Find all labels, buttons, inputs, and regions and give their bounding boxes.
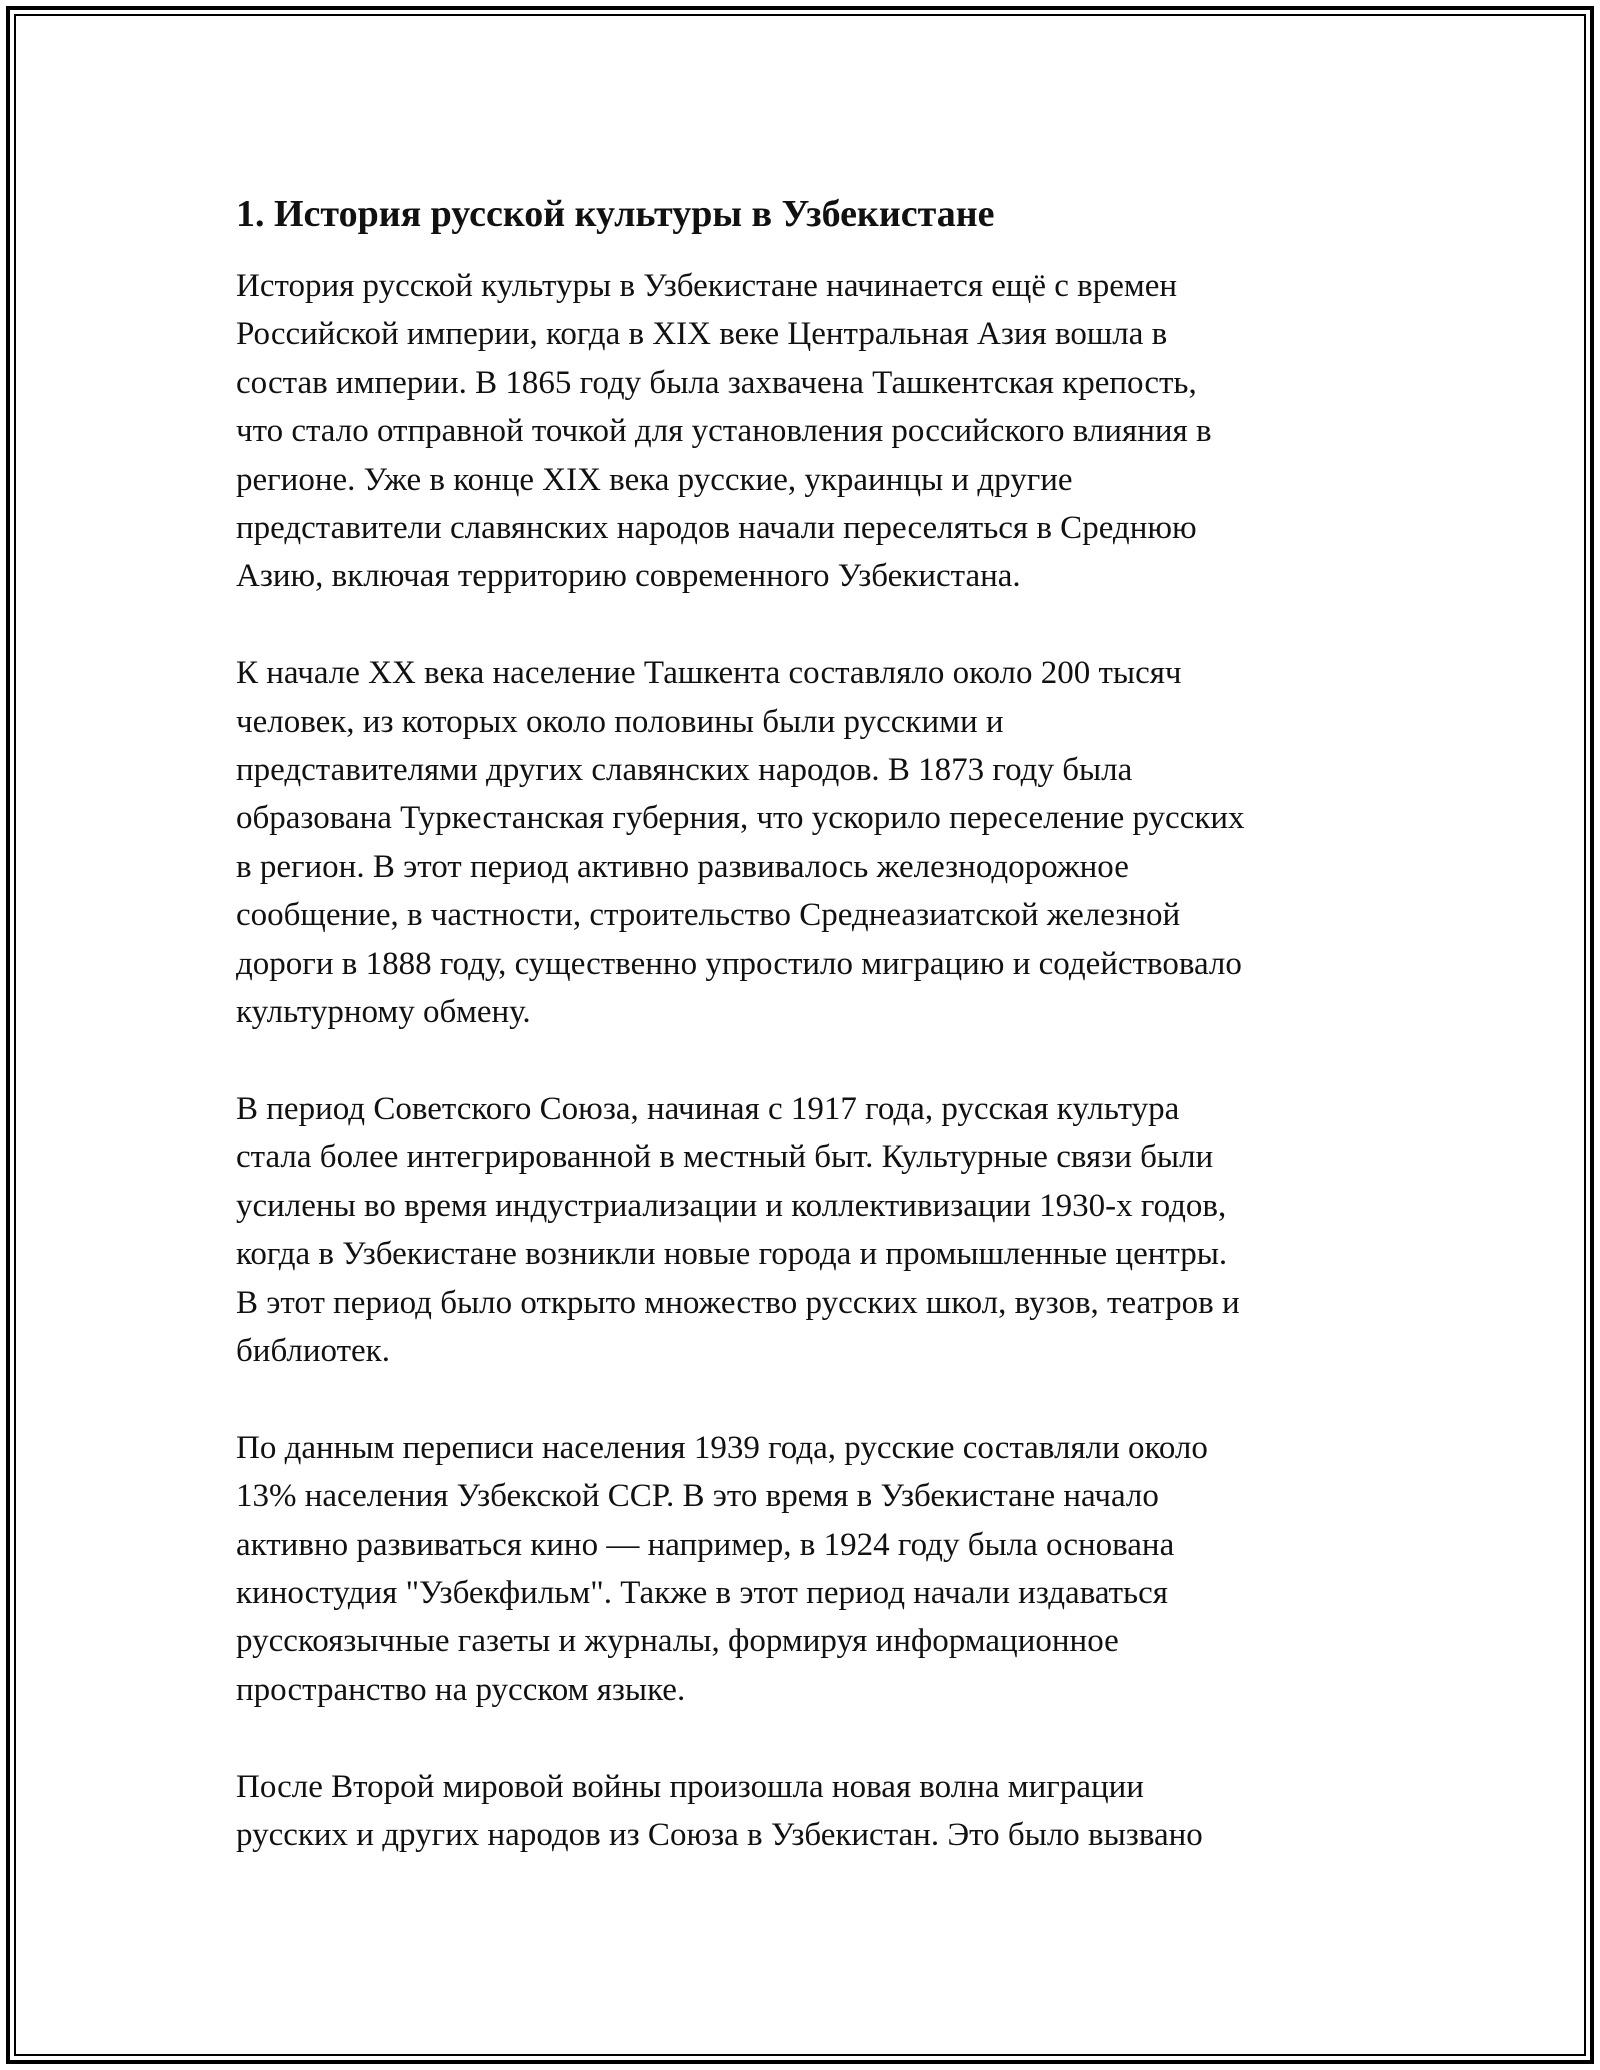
- text-line: русскоязычные газеты и журналы, формируя информационное: [236, 1623, 1119, 1660]
- text-line: Российской империи, когда в XIX веке Центральная Азия вошла в: [236, 316, 1168, 353]
- text-line: 13% населения Узбекской ССР. В это время в Узбекистане начало: [236, 1478, 1159, 1515]
- text-line: когда в Узбекистане возникли новые города и промышленные центры.: [236, 1236, 1228, 1273]
- paragraph-spacer: [236, 1036, 1376, 1084]
- text-line: образована Туркестанская губерния, что ускорило переселение русских: [236, 800, 1245, 837]
- paragraph-3: [236, 1085, 1376, 1375]
- document-body: [236, 188, 1376, 1859]
- text-line: дороги в 1888 году, существенно упростило миграцию и содействовало: [236, 945, 1242, 982]
- text-line: представители славянских народов начали переселяться в Среднюю: [236, 510, 1197, 547]
- text-line: активно развиваться кино — например, в 1924 году была основана: [236, 1526, 1175, 1563]
- text-line: состав империи. В 1865 году была захвачена Ташкентская крепость,: [236, 364, 1197, 401]
- text-line: По данным переписи населения 1939 года, русские составляли около: [236, 1429, 1208, 1466]
- text-line: представителями других славянских народов. В 1873 году была: [236, 752, 1133, 789]
- text-line: История русской культуры в Узбекистане начинается ещё с времен: [236, 268, 1178, 304]
- text-line: После Второй мировой войны произошла новая волна миграции: [236, 1768, 1144, 1805]
- text-line: библиотек.: [236, 1332, 390, 1369]
- text-line: пространство на русском языке.: [236, 1671, 686, 1708]
- text-line: В этот период было открыто множество русских школ, вузов, театров и: [236, 1284, 1240, 1321]
- paragraph-spacer: [236, 1375, 1376, 1423]
- text-line: регионе. Уже в конце XIX века русские, украинцы и другие: [236, 461, 1073, 498]
- text-line: культурному обмену.: [236, 994, 531, 1031]
- text-line: человек, из которых около половины были русскими и: [236, 703, 1004, 740]
- paragraph-spacer: [236, 601, 1376, 649]
- paragraph-spacer: [236, 1714, 1376, 1762]
- text-line: К начале XX века население Ташкента составляло около 200 тысяч: [236, 655, 1182, 692]
- text-line: что стало отправной точкой для установления российского влияния в: [236, 413, 1212, 450]
- text-line: Азию, включая территорию современного Узбекистана.: [236, 558, 1021, 595]
- paragraph-5: [236, 1763, 1376, 1860]
- text-line: усилены во время индустриализации и коллективизации 1930-х годов,: [236, 1187, 1227, 1224]
- text-line: сообщение, в частности, строительство Среднеазиатской железной: [236, 897, 1181, 934]
- paragraph-2: [236, 649, 1376, 1036]
- text-line: русских и других народов из Союза в Узбекистан. Это было вызвано: [236, 1816, 1203, 1853]
- paragraph-1: [236, 262, 1376, 601]
- text-line: в регион. В этот период активно развивалось железнодорожное: [236, 848, 1129, 885]
- section-heading: 1. История русской культуры в Узбекистане: [236, 193, 995, 235]
- text-line: стала более интегрированной в местный быт. Культурные связи были: [236, 1139, 1214, 1176]
- text-line: В период Советского Союза, начиная с 1917 года, русская культура: [236, 1090, 1180, 1127]
- paragraph-4: [236, 1424, 1376, 1714]
- text-line: киностудия "Узбекфильм". Также в этот период начали издаваться: [236, 1574, 1168, 1611]
